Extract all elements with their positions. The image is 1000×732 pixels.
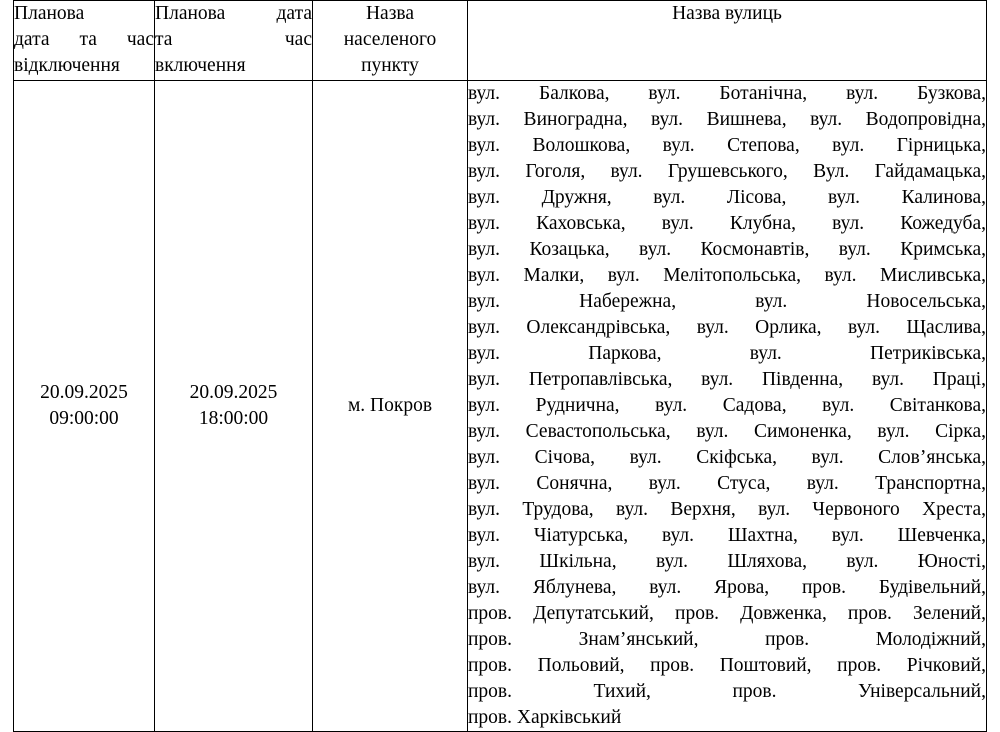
header-off-line-3: відключення (14, 55, 120, 76)
street-line: вул. Каховська, вул. Клубна, вул. Кожедуба, (468, 213, 986, 234)
street-line: вул. Севастопольська, вул. Симоненка, вул. Сірка, (468, 421, 986, 442)
on-date: 20.09.2025 (189, 382, 278, 403)
header-on-line-1: Планова дата (155, 3, 312, 24)
street-line: вул. Малки, вул. Мелітопольська, вул. Мисливська, (468, 265, 986, 286)
header-off-datetime (14, 1, 155, 81)
street-line: вул. Набережна, вул. Новосельська, (468, 291, 986, 312)
header-settlement (313, 1, 468, 81)
off-time: 09:00:00 (49, 408, 119, 429)
off-date: 20.09.2025 (40, 382, 128, 403)
street-line: пров. Харківський (468, 707, 622, 728)
table-row (14, 81, 987, 732)
street-line: пров. Депутатський, пров. Довженка, пров. Зелений, (468, 603, 986, 624)
street-line: вул. Петропавлівська, вул. Південна, вул. Праці, (468, 369, 986, 390)
street-line: пров. Знам’янський, пров. Молодіжний, (468, 629, 986, 650)
settlement-name: м. Покров (347, 395, 433, 416)
street-line: вул. Балкова, вул. Ботанічна, вул. Бузкова, (468, 83, 986, 104)
street-line: вул. Січова, вул. Скіфська, вул. Слов’янська, (468, 447, 986, 468)
street-line: пров. Польовий, пров. Поштовий, пров. Річковий, (468, 655, 986, 676)
street-line: вул. Виноградна, вул. Вишнева, вул. Водопровідна, (468, 109, 986, 130)
street-line: вул. Паркова, вул. Петриківська, (468, 343, 986, 364)
street-line: вул. Руднична, вул. Садова, вул. Світанкова, (468, 395, 986, 416)
street-line: вул. Шкільна, вул. Шляхова, вул. Юності, (468, 551, 986, 572)
street-line: вул. Сонячна, вул. Стуса, вул. Транспортна, (468, 473, 986, 494)
header-streets: Назва вулиць (468, 1, 987, 81)
street-line: вул. Гоголя, вул. Грушевського, Вул. Гайдамацька, (468, 161, 986, 182)
on-time: 18:00:00 (198, 408, 269, 429)
street-line: вул. Чіатурська, вул. Шахтна, вул. Шевченка, (468, 525, 986, 546)
street-line: вул. Олександрівська, вул. Орлика, вул. Щаслива, (468, 317, 986, 338)
street-line: вул. Дружня, вул. Лісова, вул. Калинова, (468, 187, 986, 208)
header-settlement-line-1: Назва (365, 3, 415, 24)
on-datetime-cell (155, 81, 313, 732)
table-header-row (14, 1, 987, 81)
streets-cell (468, 81, 987, 732)
street-list (468, 81, 986, 731)
header-off-line-2: дата та час (14, 29, 154, 50)
street-line: вул. Волошкова, вул. Степова, вул. Гірницька, (468, 135, 986, 156)
settlement-cell (313, 81, 468, 732)
header-settlement-line-2: населеного (343, 29, 437, 50)
outage-schedule-table (13, 0, 987, 732)
street-line: пров. Тихий, пров. Універсальний, (468, 681, 986, 702)
header-off-line-1: Планова (14, 3, 85, 24)
street-line: вул. Трудова, вул. Верхня, вул. Червоного Хреста, (468, 499, 986, 520)
header-on-datetime (155, 1, 313, 81)
header-on-line-2: та час (155, 29, 312, 50)
street-line: вул. Яблунева, вул. Ярова, пров. Будівельний, (468, 577, 986, 598)
off-datetime-cell (14, 81, 155, 732)
street-line: вул. Козацька, вул. Космонавтів, вул. Кримська, (468, 239, 986, 260)
header-settlement-line-3: пункту (361, 55, 419, 76)
header-on-line-3: включення (155, 55, 246, 76)
